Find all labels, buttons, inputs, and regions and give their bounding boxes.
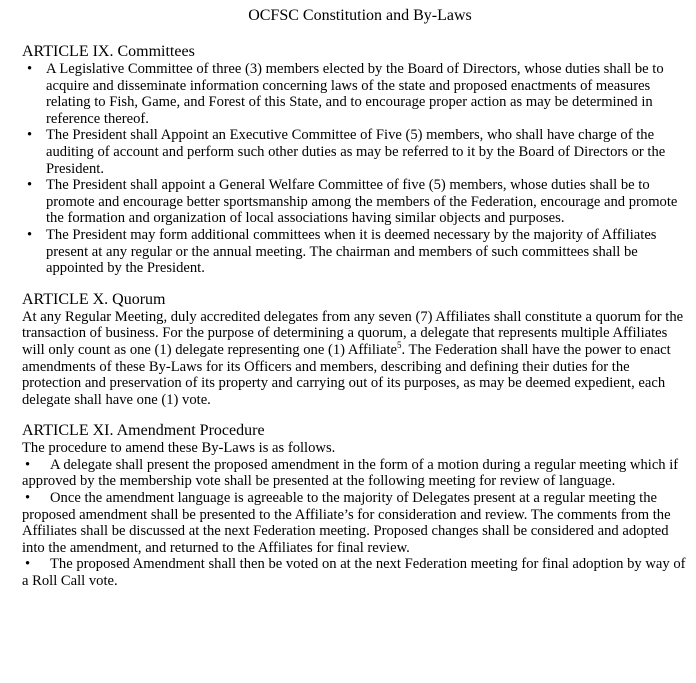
bullet-icon: • — [27, 61, 33, 77]
list-item-text: A Legislative Committee of three (3) members elected by the Board of Directors, whose duties shall be to acquire and disseminate information concerning laws of the state and proposed enactments of measures relating to Fish, Game, and Forest of this State, and to encourage proper action as may be determined in reference thereof. — [46, 61, 664, 127]
list-item — [22, 227, 688, 277]
document-title: OCFSC Constitution and By-Laws — [248, 7, 472, 24]
article-x-heading: ARTICLE X. Quorum — [22, 290, 166, 308]
list-item-text: Once the amendment language is agreeable to the majority of Delegates present at a regular meeting the proposed amendment shall be presented to the Affiliate’s for consideration and review. The comments from the Affiliates shall be discussed at the next Federation meeting. Proposed changes shall be considered and adopted into the amendment, and returned to the Affiliates for final review. — [22, 490, 671, 556]
list-item — [22, 61, 688, 127]
article-x — [22, 291, 688, 409]
list-item-text: The President shall appoint a General Welfare Committee of five (5) members, whose duties shall be to promote and encourage better sportsmanship among the members of the Federation, encourage and promote the formation and organization of local associations having similar objects and purposes. — [46, 177, 678, 227]
list-item-text: A delegate shall present the proposed amendment in the form of a motion during a regular meeting which if approved by the membership vote shall be presented at the following meeting for review of language. — [22, 456, 679, 490]
article-x-paragraph — [22, 309, 688, 409]
list-item-text: The President shall Appoint an Executive Committee of Five (5) members, who shall have charge of the auditing of account and perform such other duties as may be referred to it by the Board of Directors or the President. — [46, 127, 666, 177]
article-xi-heading: ARTICLE XI. Amendment Procedure — [22, 422, 265, 440]
bullet-icon: • — [27, 127, 33, 144]
list-item — [22, 556, 688, 589]
article-ix — [22, 43, 688, 277]
article-ix-heading: ARTICLE IX. Committees — [22, 43, 195, 60]
article-xi — [22, 422, 688, 589]
bullet-icon: • — [25, 490, 31, 507]
bullet-icon: • — [27, 226, 33, 243]
article-xi-intro: The procedure to amend these By-Laws is as follows. — [22, 440, 336, 457]
list-item — [22, 457, 688, 490]
bullet-icon: • — [25, 556, 31, 573]
bullet-icon: • — [25, 456, 31, 473]
article-x-text-part-1: At any Regular Meeting, duly accredited delegates from any seven (7) Affiliates shall constitute a quorum for the transaction of business. For the purpose of determining a quorum, a delegate that represents multiple Affiliates will only count as one (1) delegate representing one (1) Affiliate — [22, 308, 684, 358]
list-item — [22, 490, 688, 556]
list-item — [22, 127, 688, 177]
list-item-text: The President may form additional committees when it is deemed necessary by the majority of Affiliates present at any regular or the annual meeting. The chairman and members of such committees shall be appointed by the President. — [46, 226, 657, 277]
footnote-marker: 5 — [397, 340, 402, 351]
article-x-text-part-2: . The Federation shall have the power to enact amendments of these By-Laws for its Officers and members, describing and defining their duties for the protection and preservation of its property and carrying out of its purposes, as may be deemed expedient, each delegate shall have one (1) vote. — [22, 341, 671, 408]
list-item — [22, 177, 688, 227]
bullet-icon: • — [27, 177, 33, 194]
list-item-text: The proposed Amendment shall then be voted on at the next Federation meeting for final adoption by way of a Roll Call vote. — [22, 556, 686, 590]
article-ix-list — [22, 61, 688, 277]
article-xi-list — [22, 457, 688, 590]
